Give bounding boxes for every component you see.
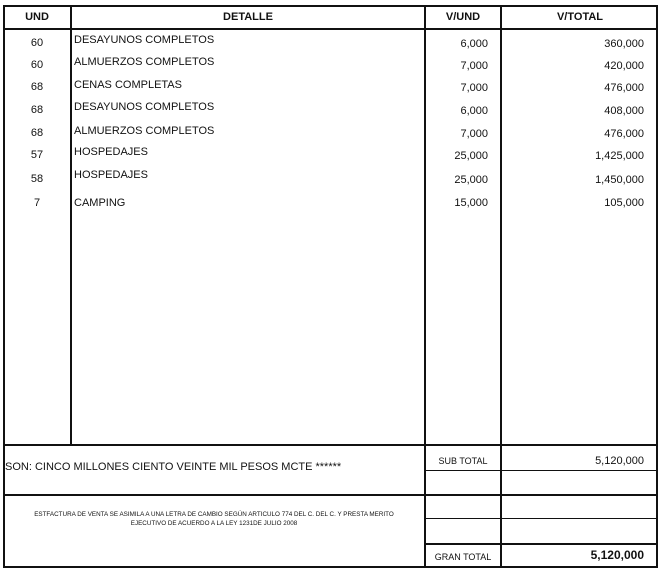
row-und: 58 xyxy=(30,173,44,185)
row-detalle: DESAYUNOS COMPLETOS xyxy=(74,34,215,46)
legal-notice-line1: ESTFACTURA DE VENTA SE ASIMILA A UNA LETRA DE CAMBIO SEGÚN ARTICULO 774 DEL C. DEL C. Y PRESTA MERITO xyxy=(34,511,394,518)
words-divider xyxy=(3,494,658,496)
row-und: 60 xyxy=(30,37,44,49)
row-und: 57 xyxy=(30,149,44,161)
row-und: 60 xyxy=(30,59,44,71)
legal-notice-line2: EJECUTIVO DE ACUERDO A LA LEY 1231DE JULIO 2008 xyxy=(130,520,298,527)
row-v-und: 7,000 xyxy=(460,128,488,140)
row-detalle: CENAS COMPLETAS xyxy=(74,79,182,91)
subtotal-label: SUB TOTAL xyxy=(438,456,488,466)
row-und: 7 xyxy=(33,197,41,209)
row-detalle: ALMUERZOS COMPLETOS xyxy=(74,56,215,68)
row-v-und: 7,000 xyxy=(460,82,488,94)
subtotal-divider xyxy=(424,470,658,471)
row-v-total: 1,450,000 xyxy=(595,174,644,186)
row-und: 68 xyxy=(30,104,44,116)
row-und: 68 xyxy=(30,81,44,93)
header-detalle: DETALLE xyxy=(223,11,273,23)
subtotal-value: 5,120,000 xyxy=(595,455,644,467)
row-v-total: 360,000 xyxy=(604,38,644,50)
row-v-und: 6,000 xyxy=(460,38,488,50)
row-v-total: 1,425,000 xyxy=(595,150,644,162)
row-v-und: 6,000 xyxy=(460,105,488,117)
row-detalle: ALMUERZOS COMPLETOS xyxy=(74,125,215,137)
row-detalle: DESAYUNOS COMPLETOS xyxy=(74,101,215,113)
row-detalle: CAMPING xyxy=(74,197,126,209)
row-detalle: HOSPEDAJES xyxy=(74,146,148,158)
row-v-und: 25,000 xyxy=(454,174,488,186)
header-v-total: V/TOTAL xyxy=(556,11,604,23)
row-v-total: 476,000 xyxy=(604,82,644,94)
amount-in-words: SON: CINCO MILLONES CIENTO VEINTE MIL PESOS MCTE ****** xyxy=(5,461,342,473)
grand-total-value: 5,120,000 xyxy=(590,548,644,562)
col-divider-und xyxy=(70,5,72,445)
row-und: 68 xyxy=(30,127,44,139)
grandtotal-divider xyxy=(424,543,658,545)
row-detalle: HOSPEDAJES xyxy=(74,169,148,181)
row-v-total: 408,000 xyxy=(604,105,644,117)
grand-total-label: GRAN TOTAL xyxy=(434,552,492,562)
header-divider xyxy=(3,28,658,30)
row-v-total: 420,000 xyxy=(604,60,644,72)
row-v-und: 25,000 xyxy=(454,150,488,162)
header-v-und: V/UND xyxy=(445,11,481,23)
row-v-total: 476,000 xyxy=(604,128,644,140)
row-v-und: 7,000 xyxy=(460,60,488,72)
legal-notice xyxy=(4,510,424,528)
items-bottom-divider xyxy=(3,444,658,446)
header-und: UND xyxy=(25,11,49,23)
row-v-und: 15,000 xyxy=(454,197,488,209)
blank-row-divider xyxy=(424,518,658,519)
row-v-total: 105,000 xyxy=(604,197,644,209)
